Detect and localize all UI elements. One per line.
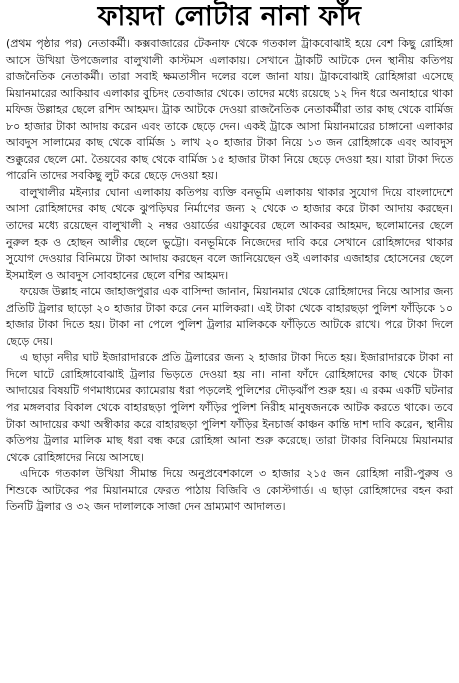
article-body (6, 36, 453, 516)
paragraph-text: নেতাকর্মী। কক্সবাজারের টেকনাফ থেকে গতকাল ট্রাকবোঝাই হয়ে বেশ কিছু রোহিঙ্গা আসে উখিয়া উপজেলার বালুখালী কাস্টমস এলাকায়। সেখানে ট্রাকটি আটকে দেন স্থানীয় কতিপয় রাজনৈতিক নেতাকর্মী। তারা সবাই ক্ষমতাসীন দলের বলে জানা যায়। ট্রাকবোঝাই রোহিঙ্গারা এসেছে মিয়ানমারের আকিয়াব এলাকার বুচিদং তেবাজার থেকে। তাদের মধ্যে রয়েছে ১২ দিন ধরে অনাহারে থাকা মফিজ উল্লাহর ছেলে রশিদ আহমদ। ট্রাক আটকে দেওয়া রাজনৈতিক নেতাকর্মীরা তার কাছ থেকে বার্মিজ ৮০ হাজার টাকা আদায় করেন এবং তাকে ছেড়ে দেন। একই ট্রাকে আসা মিয়ানমারের চাঙ্গানো এলাকার আবদুস সালামের কাছ থেকে বার্মিজ ১ লাখ ২০ হাজার টাকা নিয়ে ১৩ জন রোহিঙ্গাকে এবং আবদুস শুক্কুরের ছেলে মো. তৈয়বের কাছ থেকে বার্মিজ ১৫ হাজার টাকা নিয়ে ছেড়ে দেওয়া হয়। যারা টাকা দিতে পারেনি তাদের সবকিছু লুট করে ছেড়ে দেওয়া হয়। (6, 37, 453, 183)
news-clipping (6, 0, 453, 683)
article-paragraph-4: এ ছাড়া নদীর ঘাট ইজারাদারকে প্রতি ট্রলারের জন্য ২ হাজার টাকা দিতে হয়। ইজারাদারকে টাকা না দিলে ঘাটে রোহিঙ্গাবোঝাই ট্রলার ভিড়তে দেওয়া হয় না। নানা ফাঁদে রোহিঙ্গাদের কাছ থেকে টাকা আদায়ের বিষয়টি গণমাধ্যমের ক্যামেরায় ধরা পড়লেই পুলিশের দৌড়ঝাঁপ শুরু হয়। এ রকম একটি ঘটনার পর মঙ্গলবার বিকাল থেকে বাহারছড়া পুলিশ ফাঁড়ির পুলিশ নিরীহ মানুষজনকে আটক করতে থাকে। তবে টাকা আদায়ের কথা অস্বীকার করে বাহারছড়া পুলিশ ফাঁড়ির ইনচার্জ কাঞ্চন কান্তি দাশ দাবি করেন, স্থানীয় কতিপয় ট্রলার মালিক মাছ ধরা বন্ধ করে রোহিঙ্গা আনা শুরু করেছে। তারা টাকার বিনিময়ে মিয়ানমার থেকে রোহিঙ্গাদের নিয়ে আসছে। (6, 351, 453, 464)
article-paragraph-5: এদিকে গতকাল উখিয়া সীমান্ত দিয়ে অনুপ্রবেশকালে ৩ হাজার ২১৫ জন রোহিঙ্গা নারী-পুরুষ ও শিশুকে আটকের পর মিয়ানমারে ফেরত পাঠায় বিজিবি ও কোস্টগার্ড। এ ছাড়া রোহিঙ্গাদের বহন করা তিনটি ট্রলার ও ৩২ জন দালালকে সাজা দেন ভ্রাম্যমাণ আদালত। (6, 467, 453, 514)
article-paragraph-1 (6, 36, 453, 185)
article-headline: ফায়দা লোটার নানা ফাঁদ (97, 1, 362, 32)
article-paragraph-3: ফয়েজ উল্লাহ নামে জাহাজপুরার এক বাসিন্দা জানান, মিয়ানমার থেকে রোহিঙ্গাদের নিয়ে আসার জন্য প্রতিটি ট্রলার ছাড়ো ২০ হাজার টাকা করে নেন মালিকরা। এই টাকা থেকে বাহারছড়া পুলিশ ফাঁড়িকে ১০ হাজার টাকা দিতে হয়। টাকা না পেলে পুলিশ ট্রলার মালিককে ফাঁড়িতে আটকে রাখে। পরে টাকা দিলে ছেড়ে দেয়। (6, 285, 453, 348)
article-paragraph-2: বালুখালীর মইন্যার ঘোনা এলাকায় কতিপয় ব্যক্তি বনভূমি এলাকায় থাকার সুযোগ দিয়ে বাংলাদেশে আসা রোহিঙ্গাদের কাছ থেকে ঝুপড়িঘর নির্মাণের জন্য ২ থেকে ৩ হাজার করে টাকা আদায় করছেন। তাদের মধ্যে রয়েছেন বালুখালী ২ নম্বর ওয়ার্ডের এয়াকুবের ছেলে আকবর আহমদ, ছলোমানের ছেলে নুরুল হক ও হোছন আলীর ছেলে ভুট্টো। বনভূমিকে নিজেদের দাবি করে সেখানে রোহিঙ্গাদের থাকার সুযোগ দেওয়ার বিনিময়ে টাকা আদায় করছেন বলে জানিয়েছেন ওই এলাকার এজাহার হোসেনের ছেলে ইসমাইল ও আবদুস সোবহানের ছেলে বশির আহমদ। (6, 185, 453, 282)
continued-label: (প্রথম পৃষ্ঠার পর) (6, 37, 83, 50)
